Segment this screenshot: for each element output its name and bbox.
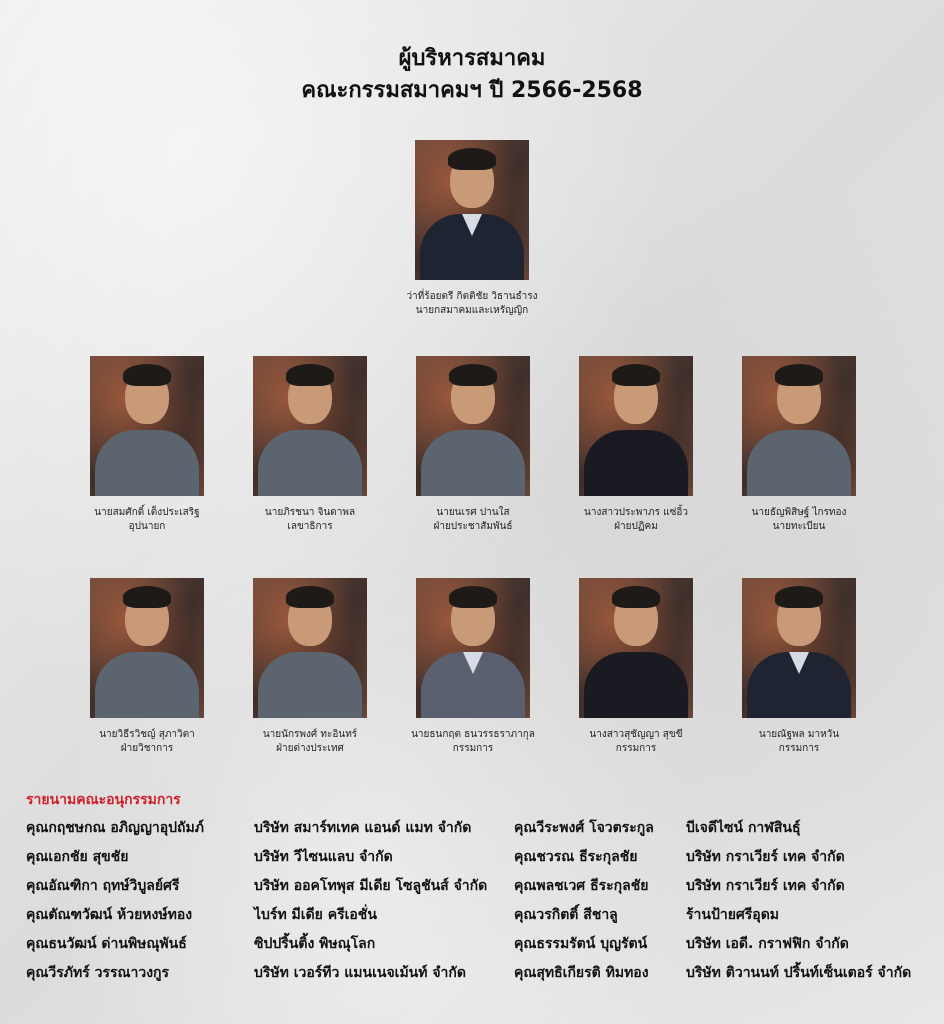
member-card: [67, 578, 227, 756]
member-role: กรรมการ: [452, 743, 494, 754]
member-caption: [392, 290, 552, 318]
subcommittee-column-2: [254, 818, 487, 992]
list-item: คุณธนวัฒน์ ด่านพิษณุพันธ์: [26, 936, 187, 952]
member-card-president: [392, 140, 552, 318]
member-name: นายนเรศ ปานใส: [436, 507, 510, 518]
list-item: คุณอัณฑิกา ฤทษ์วิบูลย์ศรี: [26, 878, 180, 894]
member-photo: [742, 356, 856, 496]
list-item: บริษัท ติวานนท์ ปริ้นท์เซ็นเตอร์ จำกัด: [686, 965, 912, 981]
member-role: นายกสมาคมและเหรัญญิก: [415, 305, 529, 316]
member-photo: [579, 578, 693, 718]
member-photo: [253, 356, 367, 496]
list-item: คุณธรรมรัตน์ บุญรัตน์: [514, 936, 648, 952]
list-item: ร้านป้ายศรีอุดม: [686, 907, 780, 923]
member-name: นายธัญพิสิษฐ์ ไกรทอง: [751, 507, 847, 518]
list-item: คุณเอกชัย สุขชัย: [26, 849, 129, 865]
list-item: บีเจดีไซน์ กาฬสินธุ์: [686, 820, 801, 836]
list-item: คุณกฤชษกณ อภิญญาอุปถัมภ์: [26, 820, 204, 836]
subcommittee-column-3: [514, 818, 654, 992]
member-role: ฝ่ายปฏิคม: [614, 521, 658, 532]
member-photo: [416, 356, 530, 496]
list-item: บริษัท สมาร์ทเทค แอนด์ แมท จำกัด: [254, 820, 472, 836]
member-name: นายสมศักดิ์ เต็งประเสริฐ: [94, 507, 200, 518]
member-card: [393, 356, 553, 534]
list-item: บริษัท วีไซนแลบ จำกัด: [254, 849, 393, 865]
member-photo: [742, 578, 856, 718]
member-name: นางสาวประพาภร แซ่อิ้ว: [584, 507, 688, 518]
member-name: ว่าที่ร้อยตรี กิตติชัย วิธานธำรง: [406, 291, 538, 302]
member-photo: [416, 578, 530, 718]
member-photo: [579, 356, 693, 496]
member-card: [230, 578, 390, 756]
member-name: นายวิธีรวิชญ์ สุภาวิตา: [99, 729, 195, 740]
subcommittee-title: รายนามคณะอนุกรรมการ: [26, 792, 181, 808]
member-name: นายณัฐพล มาหวัน: [758, 729, 840, 740]
member-card: [393, 578, 553, 756]
member-role: ฝ่ายวิชาการ: [120, 743, 174, 754]
list-item: คุณวรกิตติ์ สีชาลู: [514, 907, 618, 923]
member-card: [556, 356, 716, 534]
member-role: นายทะเบียน: [772, 521, 826, 532]
member-card: [719, 356, 879, 534]
subcommittee-column-4: [686, 818, 911, 992]
member-card: [67, 356, 227, 534]
page-subtitle: คณะกรรมสมาคมฯ ปี 2566-2568: [301, 78, 643, 103]
member-photo: [415, 140, 529, 280]
member-card: [719, 578, 879, 756]
member-name: นางสาวสุชัญญา สุขขี: [589, 729, 683, 740]
list-item: ไบร์ท มีเดีย ครีเอชั่น: [254, 907, 377, 923]
member-role: อุปนายก: [128, 521, 166, 532]
list-item: คุณชวรณ ธีระกุลชัย: [514, 849, 638, 865]
member-role: ฝ่ายต่างประเทศ: [276, 743, 344, 754]
member-photo: [90, 356, 204, 496]
list-item: คุณตัณฑวัฒน์ ห้วยหงษ์ทอง: [26, 907, 193, 923]
member-name: นายภิรชนา จินดาพล: [264, 507, 356, 518]
list-item: คุณพลชเวศ ธีระกุลชัย: [514, 878, 649, 894]
list-item: บริษัท กราเวียร์ เทค จำกัด: [686, 849, 845, 865]
list-item: คุณวีรภัทร์ วรรณาวงกูร: [26, 965, 170, 981]
member-name: นายธนกฤต ธนวรรธราภากุล: [411, 729, 535, 740]
list-item: บริษัท กราเวียร์ เทค จำกัด: [686, 878, 845, 894]
list-item: บริษัท เอดี. กราฟฟิก จำกัด: [686, 936, 849, 952]
list-item: ซิปปริ้นติ้ง พิษณุโลก: [254, 936, 376, 952]
list-item: คุณวีระพงศ์ โจวตระกูล: [514, 820, 654, 836]
member-photo: [90, 578, 204, 718]
member-role: ฝ่ายประชาสัมพันธ์: [433, 521, 513, 532]
member-role: กรรมการ: [615, 743, 657, 754]
list-item: บริษัท เวอร์ทีว แมนเนจเม้นท์ จำกัด: [254, 965, 466, 981]
member-role: กรรมการ: [778, 743, 820, 754]
member-role: เลขาธิการ: [287, 521, 333, 532]
subcommittee-column-1: [26, 818, 204, 992]
list-item: คุณสุทธิเกียรติ ทิมทอง: [514, 965, 649, 981]
member-card: [230, 356, 390, 534]
list-item: บริษัท ออคโทพุส มีเดีย โซลูชันส์ จำกัด: [254, 878, 488, 894]
member-card: [556, 578, 716, 756]
member-photo: [253, 578, 367, 718]
member-name: นายนักรพงศ์ ทะอินทร์: [262, 729, 358, 740]
page-title: ผู้บริหารสมาคม: [398, 46, 546, 71]
